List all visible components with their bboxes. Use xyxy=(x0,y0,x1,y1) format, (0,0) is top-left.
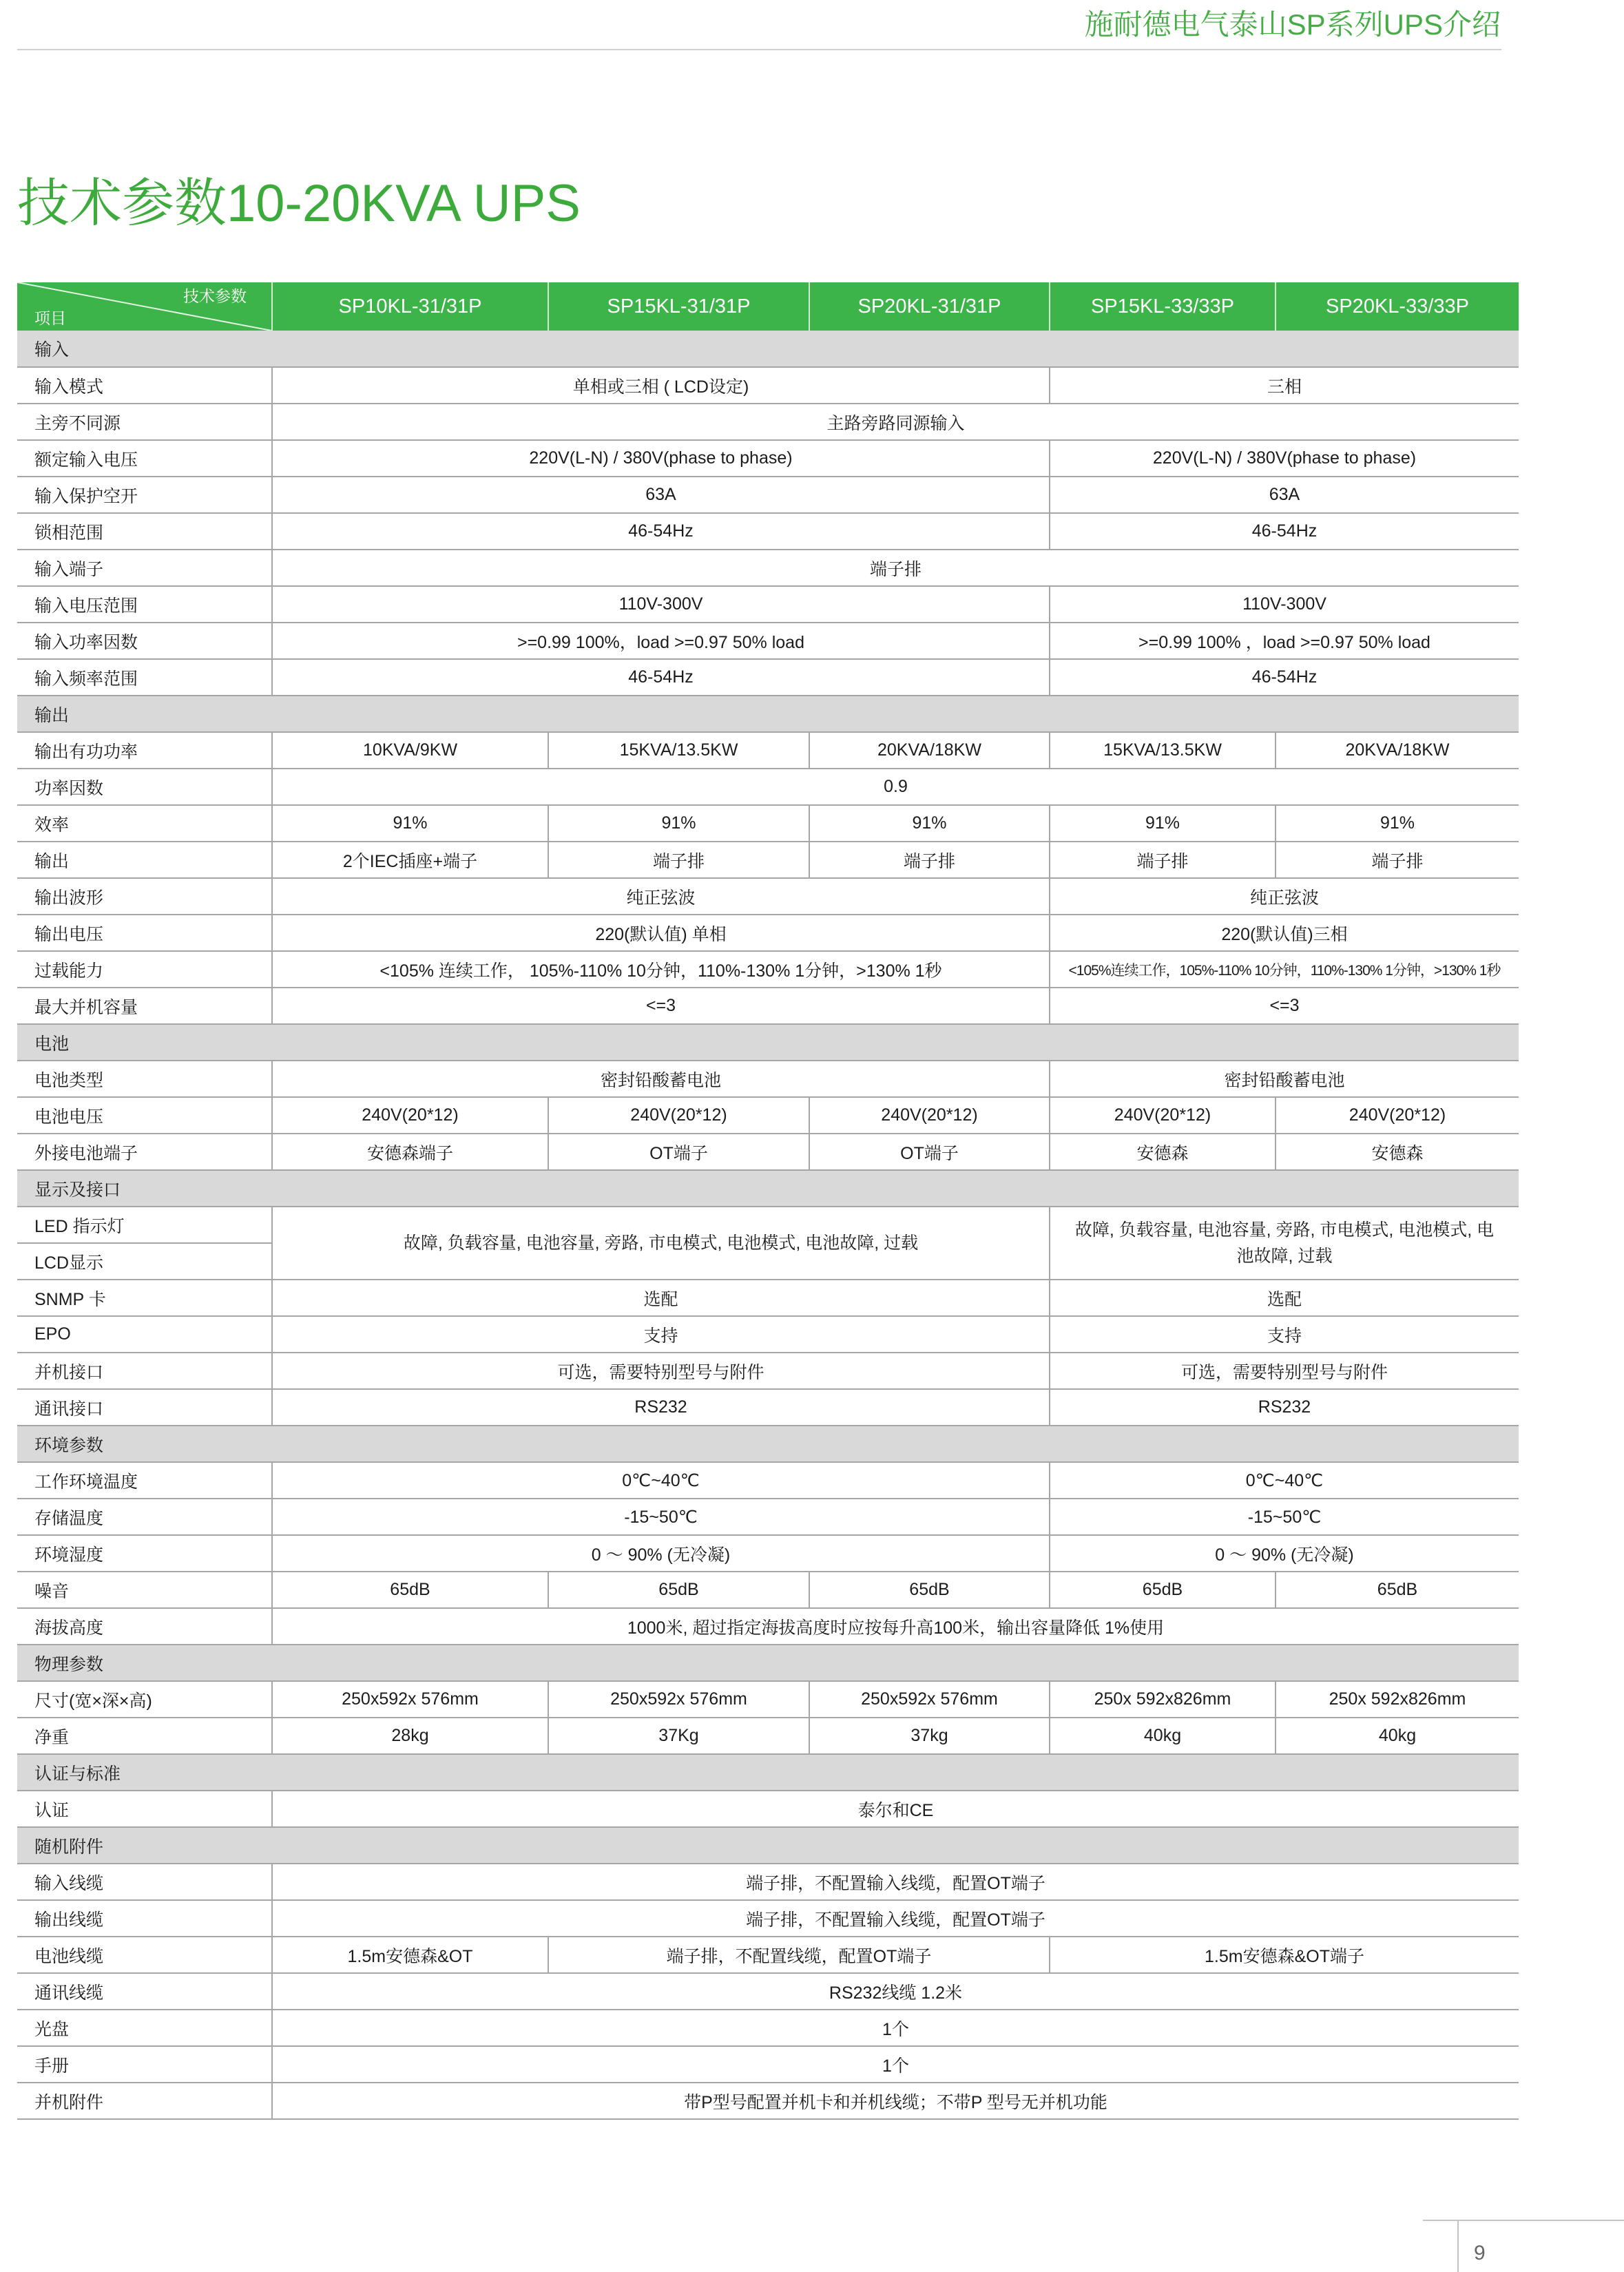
section-label: 认证与标准 xyxy=(17,1754,1519,1791)
document-header-title: 施耐德电气泰山SP系列UPS介绍 xyxy=(1084,8,1501,41)
cell-value: 0 ～ 90% (无冷凝) xyxy=(1050,1535,1519,1572)
row-label: 通讯接口 xyxy=(17,1389,272,1426)
cell-value: 20KVA/18KW xyxy=(1276,732,1519,769)
cell-value: 密封铅酸蓄电池 xyxy=(272,1061,1050,1097)
table-row xyxy=(17,1864,1519,1900)
cell-value: 0℃~40℃ xyxy=(1050,1462,1519,1499)
cell-value: 可选，需要特别型号与附件 xyxy=(272,1353,1050,1389)
row-label: 输入频率范围 xyxy=(17,659,272,696)
table-row xyxy=(17,951,1519,988)
cell-value: 15KVA/13.5KW xyxy=(1050,732,1276,769)
row-label: 输出波形 xyxy=(17,878,272,915)
cell-value: 240V(20*12) xyxy=(809,1097,1050,1134)
table-row xyxy=(17,2010,1519,2046)
section-output xyxy=(17,696,1519,732)
cell-value: 纯正弦波 xyxy=(272,878,1050,915)
cell-value: 端子排 xyxy=(1050,842,1276,878)
cell-value: 63A xyxy=(1050,477,1519,513)
row-label: 手册 xyxy=(17,2046,272,2083)
row-label: 电池线缆 xyxy=(17,1937,272,1973)
model-header: SP15KL-31/31P xyxy=(548,282,809,331)
table-header-row xyxy=(17,282,1519,331)
cell-value: 28kg xyxy=(272,1718,548,1754)
row-label: 光盘 xyxy=(17,2010,272,2046)
cell-value: RS232线缆 1.2米 xyxy=(272,1973,1519,2010)
row-label: EPO xyxy=(17,1316,272,1353)
table-row xyxy=(17,1900,1519,1937)
row-label: SNMP 卡 xyxy=(17,1280,272,1316)
table-row xyxy=(17,586,1519,623)
page-title: 技术参数10-20KVA UPS xyxy=(17,174,581,233)
cell-value: 37kg xyxy=(809,1718,1050,1754)
cell-value: OT端子 xyxy=(809,1134,1050,1170)
table-row xyxy=(17,513,1519,550)
table-row xyxy=(17,1207,1519,1243)
row-label: LCD显示 xyxy=(17,1243,272,1280)
table-row xyxy=(17,477,1519,513)
row-label: 输入端子 xyxy=(17,550,272,586)
cell-value: 端子排 xyxy=(272,550,1519,586)
cell-value: 91% xyxy=(272,805,548,842)
cell-value: 15KVA/13.5KW xyxy=(548,732,809,769)
table-row xyxy=(17,1316,1519,1353)
cell-value: 65dB xyxy=(809,1572,1050,1608)
cell-value: 安德森 xyxy=(1276,1134,1519,1170)
cell-value: 91% xyxy=(548,805,809,842)
table-row xyxy=(17,1353,1519,1389)
table-row xyxy=(17,1499,1519,1535)
cell-value: 250x 592x826mm xyxy=(1050,1681,1276,1718)
row-label: LED 指示灯 xyxy=(17,1207,272,1243)
cell-value: 240V(20*12) xyxy=(272,1097,548,1134)
section-label: 随机附件 xyxy=(17,1827,1519,1864)
page-number: 9 xyxy=(1474,2242,1486,2264)
row-label: 存储温度 xyxy=(17,1499,272,1535)
cell-value: <=3 xyxy=(272,988,1050,1024)
table-row xyxy=(17,1462,1519,1499)
cell-value: >=0.99 100% ，load >=0.97 50% load xyxy=(1050,623,1519,659)
row-label: 输出 xyxy=(17,842,272,878)
model-header: SP20KL-31/31P xyxy=(809,282,1050,331)
cell-value: OT端子 xyxy=(548,1134,809,1170)
table-row xyxy=(17,1937,1519,1973)
table-row xyxy=(17,1973,1519,2010)
cell-value: RS232 xyxy=(1050,1389,1519,1426)
row-label: 通讯线缆 xyxy=(17,1973,272,2010)
cell-value: 220(默认值)三相 xyxy=(1050,915,1519,951)
row-label: 最大并机容量 xyxy=(17,988,272,1024)
table-row xyxy=(17,2046,1519,2083)
table-row xyxy=(17,440,1519,477)
table-row xyxy=(17,623,1519,659)
cell-value: 三相 xyxy=(1050,367,1519,404)
cell-value: 65dB xyxy=(1276,1572,1519,1608)
cell-value: RS232 xyxy=(272,1389,1050,1426)
cell-value: 主路旁路同源输入 xyxy=(272,404,1519,440)
cell-value: 1.5m安德森&OT端子 xyxy=(1050,1937,1519,1973)
cell-value: 端子排 xyxy=(809,842,1050,878)
header-rule xyxy=(17,49,1501,50)
row-label: 效率 xyxy=(17,805,272,842)
row-label: 海拔高度 xyxy=(17,1608,272,1645)
cell-value: 端子排，不配置输入线缆，配置OT端子 xyxy=(272,1900,1519,1937)
cell-value: 0.9 xyxy=(272,769,1519,805)
row-label: 尺寸(宽×深×高) xyxy=(17,1681,272,1718)
cell-value: 1个 xyxy=(272,2010,1519,2046)
table-row xyxy=(17,915,1519,951)
model-header: SP20KL-33/33P xyxy=(1276,282,1519,331)
table-row xyxy=(17,1718,1519,1754)
row-label: 电池电压 xyxy=(17,1097,272,1134)
table-row xyxy=(17,1535,1519,1572)
cell-value: 端子排 xyxy=(1276,842,1519,878)
cell-value: <105% 连续工作， 105%-110% 10分钟，110%-130% 1分钟，>130% 1秒 xyxy=(272,951,1050,988)
section-certification xyxy=(17,1754,1519,1791)
table-row xyxy=(17,2083,1519,2119)
cell-value: 110V-300V xyxy=(272,586,1050,623)
table-row xyxy=(17,1389,1519,1426)
cell-value: 65dB xyxy=(272,1572,548,1608)
cell-value: >=0.99 100%，load >=0.97 50% load xyxy=(272,623,1050,659)
cell-value: 2个IEC插座+端子 xyxy=(272,842,548,878)
row-label: 并机接口 xyxy=(17,1353,272,1389)
cell-value: 密封铅酸蓄电池 xyxy=(1050,1061,1519,1097)
row-label: 并机附件 xyxy=(17,2083,272,2119)
table-row xyxy=(17,988,1519,1024)
section-input xyxy=(17,331,1519,367)
section-label: 输出 xyxy=(17,696,1519,732)
cell-value: 220V(L-N) / 380V(phase to phase) xyxy=(272,440,1050,477)
cell-value: 0 ～ 90% (无冷凝) xyxy=(272,1535,1050,1572)
cell-value: 220V(L-N) / 380V(phase to phase) xyxy=(1050,440,1519,477)
row-label: 输入模式 xyxy=(17,367,272,404)
row-label: 功率因数 xyxy=(17,769,272,805)
section-battery xyxy=(17,1024,1519,1061)
cell-value: 63A xyxy=(272,477,1050,513)
row-label: 输入线缆 xyxy=(17,1864,272,1900)
corner-label-item: 项目 xyxy=(34,309,66,327)
cell-value: 46-54Hz xyxy=(272,659,1050,696)
section-label: 物理参数 xyxy=(17,1645,1519,1681)
cell-value: -15~50℃ xyxy=(1050,1499,1519,1535)
table-row xyxy=(17,1097,1519,1134)
section-label: 显示及接口 xyxy=(17,1170,1519,1207)
footer-divider xyxy=(1457,2220,1459,2272)
cell-value: 250x592x 576mm xyxy=(809,1681,1050,1718)
cell-value: 250x592x 576mm xyxy=(272,1681,548,1718)
table-row xyxy=(17,404,1519,440)
table-row xyxy=(17,367,1519,404)
cell-value: 可选，需要特别型号与附件 xyxy=(1050,1353,1519,1389)
row-label: 输入电压范围 xyxy=(17,586,272,623)
row-label: 输出线缆 xyxy=(17,1900,272,1937)
row-label: 额定输入电压 xyxy=(17,440,272,477)
table-row xyxy=(17,659,1519,696)
section-label: 输入 xyxy=(17,331,1519,367)
table-row xyxy=(17,1681,1519,1718)
row-label: 输出电压 xyxy=(17,915,272,951)
cell-value: 40kg xyxy=(1276,1718,1519,1754)
cell-value: 46-54Hz xyxy=(272,513,1050,550)
cell-value: 端子排，不配置输入线缆，配置OT端子 xyxy=(272,1864,1519,1900)
cell-value: 240V(20*12) xyxy=(548,1097,809,1134)
row-label: 工作环境温度 xyxy=(17,1462,272,1499)
cell-value: 220(默认值) 单相 xyxy=(272,915,1050,951)
cell-value: 20KVA/18KW xyxy=(809,732,1050,769)
cell-value: -15~50℃ xyxy=(272,1499,1050,1535)
cell-value: 选配 xyxy=(1050,1280,1519,1316)
cell-value: 支持 xyxy=(1050,1316,1519,1353)
cell-value: 10KVA/9KW xyxy=(272,732,548,769)
row-label: 环境湿度 xyxy=(17,1535,272,1572)
cell-value: 91% xyxy=(1050,805,1276,842)
table-row xyxy=(17,1572,1519,1608)
model-header: SP10KL-31/31P xyxy=(272,282,548,331)
cell-value: 240V(20*12) xyxy=(1276,1097,1519,1134)
table-row xyxy=(17,1280,1519,1316)
row-label: 输入功率因数 xyxy=(17,623,272,659)
cell-value: 110V-300V xyxy=(1050,586,1519,623)
table-row xyxy=(17,769,1519,805)
section-environment xyxy=(17,1426,1519,1462)
cell-value: 纯正弦波 xyxy=(1050,878,1519,915)
cell-value: 250x 592x826mm xyxy=(1276,1681,1519,1718)
section-display-interface xyxy=(17,1170,1519,1207)
row-label: 输入保护空开 xyxy=(17,477,272,513)
cell-value: 端子排，不配置线缆，配置OT端子 xyxy=(548,1937,1050,1973)
row-label: 电池类型 xyxy=(17,1061,272,1097)
footer-rule xyxy=(1423,2220,1624,2221)
table-row xyxy=(17,805,1519,842)
section-label: 环境参数 xyxy=(17,1426,1519,1462)
cell-value: 91% xyxy=(809,805,1050,842)
cell-value: 端子排 xyxy=(548,842,809,878)
cell-value: 故障, 负载容量, 电池容量, 旁路, 市电模式, 电池模式, 电池故障, 过载 xyxy=(1050,1207,1519,1280)
row-label: 认证 xyxy=(17,1791,272,1827)
corner-label-params: 技术参数 xyxy=(183,287,247,305)
cell-value: 46-54Hz xyxy=(1050,659,1519,696)
section-accessories xyxy=(17,1827,1519,1864)
cell-value: 选配 xyxy=(272,1280,1050,1316)
cell-value: 250x592x 576mm xyxy=(548,1681,809,1718)
cell-value: 65dB xyxy=(1050,1572,1276,1608)
cell-value: 1.5m安德森&OT xyxy=(272,1937,548,1973)
cell-value: 1000米, 超过指定海拔高度时应按每升高100米，输出容量降低 1%使用 xyxy=(272,1608,1519,1645)
cell-value: <105%连续工作，105%-110% 10分钟，110%-130% 1分钟，>130% 1秒 xyxy=(1050,951,1519,988)
cell-value: <=3 xyxy=(1050,988,1519,1024)
table-row xyxy=(17,1791,1519,1827)
table-row xyxy=(17,1608,1519,1645)
section-label: 电池 xyxy=(17,1024,1519,1061)
row-label: 噪音 xyxy=(17,1572,272,1608)
cell-value: 91% xyxy=(1276,805,1519,842)
cell-value: 故障, 负载容量, 电池容量, 旁路, 市电模式, 电池模式, 电池故障, 过载 xyxy=(272,1207,1050,1280)
row-label: 过载能力 xyxy=(17,951,272,988)
spec-table xyxy=(17,282,1519,2120)
table-row xyxy=(17,842,1519,878)
cell-value: 37Kg xyxy=(548,1718,809,1754)
cell-value: 1个 xyxy=(272,2046,1519,2083)
cell-value: 泰尔和CE xyxy=(272,1791,1519,1827)
cell-value: 46-54Hz xyxy=(1050,513,1519,550)
cell-value: 240V(20*12) xyxy=(1050,1097,1276,1134)
cell-value: 安德森 xyxy=(1050,1134,1276,1170)
cell-value: 带P型号配置并机卡和并机线缆；不带P 型号无并机功能 xyxy=(272,2083,1519,2119)
table-row xyxy=(17,550,1519,586)
cell-value: 0℃~40℃ xyxy=(272,1462,1050,1499)
cell-value: 40kg xyxy=(1050,1718,1276,1754)
row-label: 锁相范围 xyxy=(17,513,272,550)
cell-value: 单相或三相 ( LCD设定) xyxy=(272,367,1050,404)
table-row xyxy=(17,732,1519,769)
model-header: SP15KL-33/33P xyxy=(1050,282,1276,331)
cell-value: 安德森端子 xyxy=(272,1134,548,1170)
header-corner-cell xyxy=(17,282,272,331)
cell-value: 65dB xyxy=(548,1572,809,1608)
row-label: 净重 xyxy=(17,1718,272,1754)
section-physical xyxy=(17,1645,1519,1681)
table-row xyxy=(17,1134,1519,1170)
table-row xyxy=(17,1061,1519,1097)
row-label: 主旁不同源 xyxy=(17,404,272,440)
cell-value: 支持 xyxy=(272,1316,1050,1353)
row-label: 输出有功功率 xyxy=(17,732,272,769)
row-label: 外接电池端子 xyxy=(17,1134,272,1170)
table-row xyxy=(17,878,1519,915)
